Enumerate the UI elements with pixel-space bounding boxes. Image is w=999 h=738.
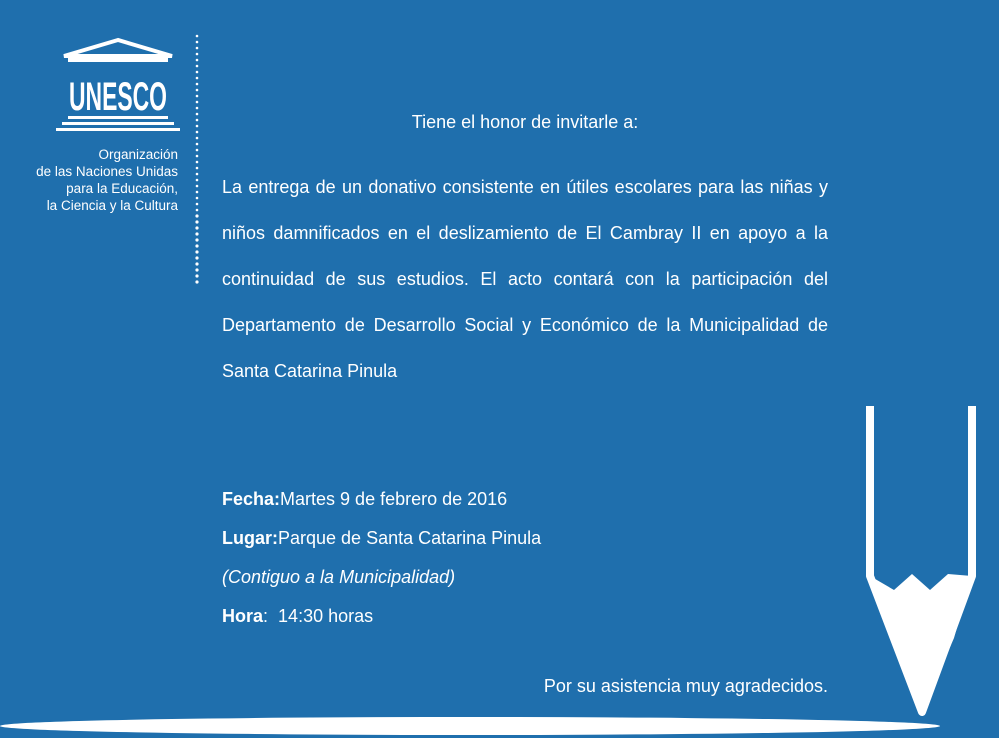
divider-dot: [196, 113, 199, 116]
date-row: [222, 480, 828, 519]
date-label: Fecha:: [222, 489, 281, 509]
caption-line: la Ciencia y la Cultura: [46, 198, 178, 213]
divider-dot: [196, 53, 199, 56]
divider-dot: [196, 131, 199, 134]
divider-dot: [196, 143, 199, 146]
divider-dot: [196, 83, 199, 86]
place-row: [222, 519, 828, 558]
divider-dot: [195, 262, 198, 265]
divider-dot: [196, 101, 199, 104]
divider-dot: [196, 125, 199, 128]
invitation-heading: Tiene el honor de invitarle a:: [411, 112, 639, 132]
divider-dot: [196, 71, 199, 74]
divider-dot: [196, 35, 199, 38]
divider-dot: [196, 209, 199, 212]
divider-dot: [196, 197, 199, 200]
divider-dot: [196, 89, 199, 92]
divider-dot: [196, 161, 199, 164]
caption-line: Organización: [98, 147, 178, 162]
caption-line: para la Educación,: [66, 181, 178, 196]
divider-dot: [196, 65, 199, 68]
place-note: (Contiguo a la Municipalidad): [222, 567, 456, 587]
caption-line: de las Naciones Unidas: [36, 164, 178, 179]
date-value: Martes 9 de febrero de 2016: [280, 489, 508, 509]
divider-dot: [196, 149, 199, 152]
divider-dot: [195, 232, 198, 235]
place-value: Parque de Santa Catarina Pinula: [278, 528, 542, 548]
divider-dot: [195, 214, 198, 217]
divider-dot: [195, 250, 198, 253]
divider-dot: [195, 220, 198, 223]
closing-line: Por su asistencia muy agradecidos.: [543, 676, 828, 696]
invitation-body: La entrega de un donativo consistente en útiles escolares para las niñas y niños damnificados en el deslizamiento de El Cambray II en apoyo a la continuidad de sus estudios. El acto contará con la participación del Departamento de Desarrollo Social y Económico de la Municipalidad de Santa Catarina Pinula: [222, 177, 828, 381]
time-colon: :: [263, 606, 269, 626]
divider-dot: [195, 274, 198, 277]
divider-dot: [196, 167, 199, 170]
divider-dot: [196, 41, 199, 44]
place-label: Lugar:: [222, 528, 278, 548]
unesco-caption: [14, 146, 178, 214]
divider-dot: [196, 203, 199, 206]
event-details: [222, 480, 828, 636]
time-label: Hora: [222, 606, 264, 626]
divider-dot: [196, 179, 199, 182]
pencil-icon: [856, 406, 984, 716]
time-row: [222, 597, 828, 636]
divider-dot: [195, 268, 198, 271]
bottom-bar: [0, 712, 999, 738]
divider-dot: [196, 173, 199, 176]
divider-dot: [196, 95, 199, 98]
divider-dot: [196, 191, 199, 194]
dotted-divider: [192, 32, 202, 292]
divider-dot: [196, 119, 199, 122]
unesco-wordmark: UNESCO: [69, 75, 167, 119]
divider-dot: [195, 256, 198, 259]
divider-dot: [196, 185, 199, 188]
divider-dot: [196, 77, 199, 80]
divider-dot: [196, 59, 199, 62]
unesco-temple-logo: [54, 38, 182, 134]
divider-dot: [196, 47, 199, 50]
divider-dot: [195, 280, 198, 283]
divider-dot: [195, 244, 198, 247]
time-value: 14:30 horas: [278, 606, 374, 626]
divider-dot: [196, 107, 199, 110]
divider-dot: [195, 226, 198, 229]
divider-dot: [195, 238, 198, 241]
divider-dot: [196, 137, 199, 140]
divider-dot: [196, 155, 199, 158]
